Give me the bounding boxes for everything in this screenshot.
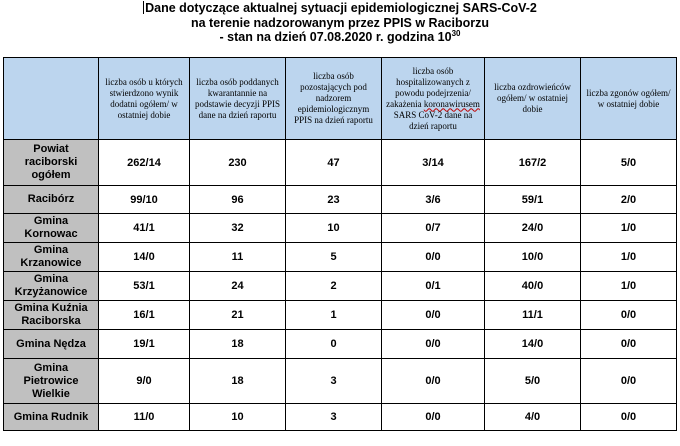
table-row [4, 359, 677, 404]
row-label: Gmina Nędza [4, 330, 99, 359]
column-header-hospitalized-part3: SARS CoV-2 dane na dzień raportu [393, 109, 473, 131]
table-cell: 32 [190, 214, 286, 243]
table-cell: 11/1 [485, 301, 581, 330]
table-cell: 1/0 [581, 272, 677, 301]
column-header-hospitalized-part2: koronawirusem [423, 98, 480, 109]
column-header-hospitalized-part1: liczba osób hospitalizowanych z powodu podejrzenia/ zakażenia [386, 65, 471, 109]
table-row [4, 243, 677, 272]
table-cell: 3/6 [382, 186, 485, 214]
table-cell: 18 [190, 359, 286, 404]
table-cell: 59/1 [485, 186, 581, 214]
title-line-2: na terenie nadzorowanym przez PPIS w Raciborzu [191, 15, 489, 30]
table-cell: 5 [286, 243, 382, 272]
column-header-hospitalized [382, 58, 485, 140]
row-label: Gmina Kornowac [4, 214, 99, 243]
table-cell: 4/0 [485, 404, 581, 431]
table-cell: 0/0 [382, 404, 485, 431]
table-cell: 0/0 [382, 243, 485, 272]
row-label: Gmina Kuźnia Raciborska [4, 301, 99, 330]
table-cell: 2 [286, 272, 382, 301]
table-cell: 14/0 [485, 330, 581, 359]
table-cell: 0/0 [382, 301, 485, 330]
table-row [4, 301, 677, 330]
column-header-recovered: liczba ozdrowieńców ogółem/ w ostatniej dobie [485, 58, 581, 140]
column-header-positive: liczba osób u których stwierdzono wynik dodatni ogółem/ w ostatniej dobie [99, 58, 190, 140]
table-cell: 0/0 [581, 330, 677, 359]
table-cell: 47 [286, 140, 382, 186]
table-cell: 16/1 [99, 301, 190, 330]
title-line-1 [0, 1, 680, 16]
table-cell: 0 [286, 330, 382, 359]
table-cell: 0/0 [382, 330, 485, 359]
covid-data-table [3, 57, 677, 431]
table-cell: 0/0 [382, 359, 485, 404]
table-cell: 1/0 [581, 243, 677, 272]
table-cell: 99/10 [99, 186, 190, 214]
table-cell: 3 [286, 359, 382, 404]
table-cell: 23 [286, 186, 382, 214]
table-cell: 9/0 [99, 359, 190, 404]
table-cell: 230 [190, 140, 286, 186]
table-cell: 40/0 [485, 272, 581, 301]
column-header-deaths: liczba zgonów ogółem/ w ostatniej dobie [581, 58, 677, 140]
table-cell: 262/14 [99, 140, 190, 186]
text-cursor [143, 1, 144, 14]
table-cell: 3 [286, 404, 382, 431]
table-body [4, 140, 677, 431]
title-time-minutes: 30 [451, 29, 461, 38]
table-cell: 0/7 [382, 214, 485, 243]
table-cell: 5/0 [581, 140, 677, 186]
header-corner-cell [4, 58, 99, 140]
table-cell: 0/0 [581, 301, 677, 330]
table-cell: 24/0 [485, 214, 581, 243]
table-cell: 21 [190, 301, 286, 330]
table-cell: 1/0 [581, 214, 677, 243]
title-line-3 [0, 30, 680, 45]
column-header-quarantine: liczba osób poddanych kwarantannie na podstawie decyzji PPIS dane na dzień raportu [190, 58, 286, 140]
table-cell: 19/1 [99, 330, 190, 359]
table-row [4, 214, 677, 243]
table-row [4, 404, 677, 431]
table-cell: 10/0 [485, 243, 581, 272]
row-label: Gmina Krzanowice [4, 243, 99, 272]
document-title [0, 1, 680, 45]
header-row [4, 58, 677, 140]
table-cell: 0/1 [382, 272, 485, 301]
table-cell: 167/2 [485, 140, 581, 186]
column-header-supervision: liczba osób pozostających pod nadzorem epidemiologicznym PPIS na dzień raportu [286, 58, 382, 140]
table-cell: 24 [190, 272, 286, 301]
table-cell: 5/0 [485, 359, 581, 404]
row-label: Racibórz [4, 186, 99, 214]
table-cell: 3/14 [382, 140, 485, 186]
table-cell: 1 [286, 301, 382, 330]
table-cell: 18 [190, 330, 286, 359]
table-cell: 53/1 [99, 272, 190, 301]
row-label: Powiat raciborski ogółem [4, 140, 99, 186]
table-cell: 0/0 [581, 359, 677, 404]
table-cell: 41/1 [99, 214, 190, 243]
row-label: Gmina Krzyżanowice [4, 272, 99, 301]
table-cell: 14/0 [99, 243, 190, 272]
table-row [4, 272, 677, 301]
title-line-3-text: - stan na dzień 07.08.2020 r. godzina 10 [219, 30, 452, 44]
table-row [4, 330, 677, 359]
row-label: Gmina Rudnik [4, 404, 99, 431]
title-line-1-text: Dane dotyczące aktualnej sytuacji epidemiologicznej SARS-CoV-2 [145, 1, 537, 15]
table-cell: 2/0 [581, 186, 677, 214]
table-cell: 11/0 [99, 404, 190, 431]
table-cell: 10 [190, 404, 286, 431]
row-label: Gmina Pietrowice Wielkie [4, 359, 99, 404]
table-cell: 10 [286, 214, 382, 243]
table-cell: 0/0 [581, 404, 677, 431]
table-cell: 11 [190, 243, 286, 272]
table-cell: 96 [190, 186, 286, 214]
table-row [4, 140, 677, 186]
table-row [4, 186, 677, 214]
